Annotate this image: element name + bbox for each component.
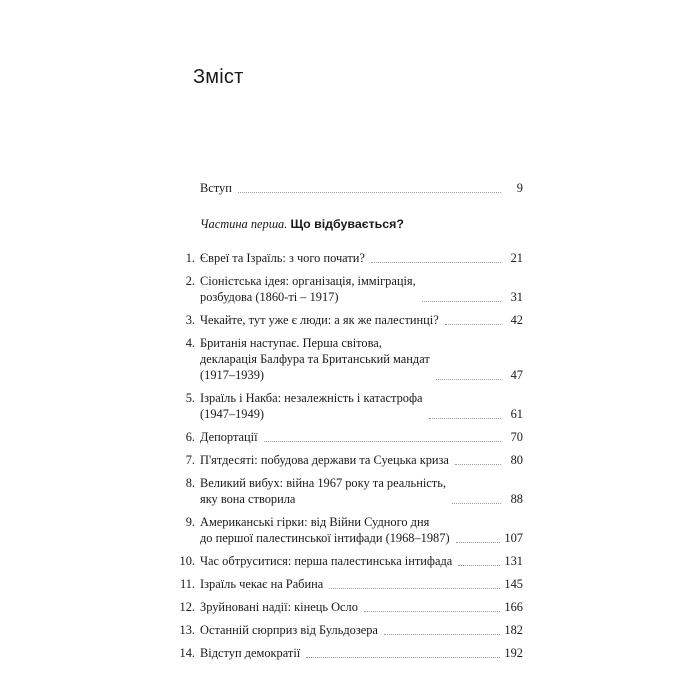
toc-entry-number: 10. — [179, 554, 195, 568]
toc-entry-chapter-9 — [175, 514, 523, 546]
toc-entry-title-line: Ізраїль і Накба: незалежність і катастрофа — [200, 391, 423, 405]
toc-entry-chapter-10 — [175, 553, 523, 569]
toc-entry-chapter-13 — [175, 622, 523, 638]
toc-entry-page: 61 — [510, 407, 523, 421]
toc-entry-title: Вступ — [200, 181, 232, 195]
toc-entry-page: 31 — [510, 290, 523, 304]
toc-entry-number: 11. — [179, 577, 195, 591]
toc-entry-chapter-7 — [175, 452, 523, 468]
toc-entry-title-line: Ізраїль чекає на Рабина — [200, 577, 324, 591]
dot-leader — [238, 192, 501, 193]
toc-entry-page: 21 — [510, 251, 523, 265]
toc-entry-title-line: Сіоністська ідея: організація, імміграція, — [200, 274, 416, 288]
dot-leader — [329, 588, 500, 589]
dot-leader — [445, 324, 501, 325]
toc-entry-number: 8. — [185, 476, 195, 490]
dot-leader — [452, 503, 501, 504]
toc-entry-page: 107 — [504, 531, 523, 545]
toc-entry-intro — [200, 180, 523, 196]
toc-entry-title — [200, 452, 449, 468]
toc-entry-page: 80 — [510, 453, 523, 467]
toc-entry-title — [200, 645, 300, 661]
toc-entry-chapter-1 — [175, 250, 523, 266]
toc-entry-title — [200, 390, 423, 422]
dot-leader — [384, 634, 500, 635]
dot-leader — [458, 565, 500, 566]
toc-entry-page: 166 — [504, 600, 523, 614]
toc-entry-number: 5. — [185, 391, 195, 405]
toc-entry-title-line: яку вона створила — [200, 492, 296, 506]
toc-entry-page: 88 — [510, 492, 523, 506]
toc-entry-chapter-11 — [175, 576, 523, 592]
toc-entry-chapter-8 — [175, 475, 523, 507]
toc-entry-title-line: П'ятдесяті: побудова держави та Суецька криза — [200, 453, 449, 467]
toc-entry-number: 6. — [185, 430, 195, 444]
toc-entry-title — [200, 622, 378, 638]
dot-leader — [436, 379, 501, 380]
toc-entry-number: 4. — [185, 336, 195, 350]
toc-entry-chapter-5 — [175, 390, 523, 422]
toc-entry-number: 14. — [179, 646, 195, 660]
toc-entry-title-line: Великий вибух: війна 1967 року та реальність, — [200, 476, 446, 490]
dot-leader — [455, 464, 501, 465]
toc-entry-title — [200, 312, 439, 328]
toc-entry-title — [200, 599, 358, 615]
toc-entry-title-line: декларація Балфура та Британський мандат — [200, 352, 430, 366]
toc-entry-page: 192 — [504, 646, 523, 660]
dot-leader — [364, 611, 500, 612]
toc-entry-chapter-12 — [175, 599, 523, 615]
dot-leader — [429, 418, 502, 419]
toc-entry-title — [200, 576, 323, 592]
toc-entry-title-line: (1917–1939) — [200, 368, 265, 382]
toc-entry-number: 13. — [179, 623, 195, 637]
toc-entry-number: 1. — [185, 251, 195, 265]
dot-leader — [306, 657, 500, 658]
toc-entry-page: 42 — [510, 313, 523, 327]
dot-leader — [456, 542, 501, 543]
toc-entry-title-line: Депортації — [200, 430, 258, 444]
toc-entry-title-line: Відступ демократії — [200, 646, 301, 660]
toc-entry-number: 12. — [179, 600, 195, 614]
chapter-list — [175, 250, 523, 661]
toc-entry-title-line: до першої палестинської інтифади (1968–1987) — [200, 531, 450, 545]
toc-entry-page: 145 — [504, 577, 523, 591]
page-title: Зміст — [193, 66, 244, 88]
toc-entry-title-line: Останній сюрприз від Бульдозера — [200, 623, 378, 637]
dot-leader — [264, 441, 501, 442]
toc-entry-title — [200, 514, 450, 546]
toc-entry-page: 131 — [504, 554, 523, 568]
dot-leader — [371, 262, 501, 263]
toc-entry-title — [200, 250, 365, 266]
part-heading — [200, 216, 523, 232]
toc-entry-title-line: Євреї та Ізраїль: з чого почати? — [200, 251, 365, 265]
toc-entry-page: 9 — [516, 181, 523, 195]
part-label: Частина перша. — [200, 217, 288, 231]
toc-entry-chapter-4 — [175, 335, 523, 383]
toc-entry-title-line: (1947–1949) — [200, 407, 265, 421]
toc-entry-title-line: Зруйновані надії: кінець Осло — [200, 600, 358, 614]
toc-entry-title — [200, 429, 258, 445]
toc-entry-title-line: розбудова (1860-ті – 1917) — [200, 290, 339, 304]
toc-entry-title — [200, 273, 416, 305]
toc-entry-number: 2. — [185, 274, 195, 288]
table-of-contents — [175, 180, 523, 661]
toc-entry-title-line: Час обтруситися: перша палестинська інтифада — [200, 554, 453, 568]
part-name: Що відбувається? — [290, 217, 404, 231]
toc-entry-chapter-14 — [175, 645, 523, 661]
dot-leader — [422, 301, 501, 302]
toc-entry-title-line: Чекайте, тут уже є люди: а як же палестинці? — [200, 313, 439, 327]
toc-entry-page: 182 — [504, 623, 523, 637]
toc-entry-title-line: Британія наступає. Перша світова, — [200, 336, 382, 350]
toc-entry-page: 47 — [510, 368, 523, 382]
toc-entry-number: 7. — [185, 453, 195, 467]
toc-entry-title — [200, 553, 452, 569]
toc-entry-chapter-6 — [175, 429, 523, 445]
toc-entry-chapter-2 — [175, 273, 523, 305]
toc-entry-number: 9. — [185, 515, 195, 529]
toc-entry-title — [200, 335, 430, 383]
toc-entry-title-line: Американські гірки: від Війни Судного дня — [200, 515, 430, 529]
toc-entry-page: 70 — [510, 430, 523, 444]
toc-entry-title — [200, 475, 446, 507]
toc-entry-chapter-3 — [175, 312, 523, 328]
toc-entry-number: 3. — [185, 313, 195, 327]
